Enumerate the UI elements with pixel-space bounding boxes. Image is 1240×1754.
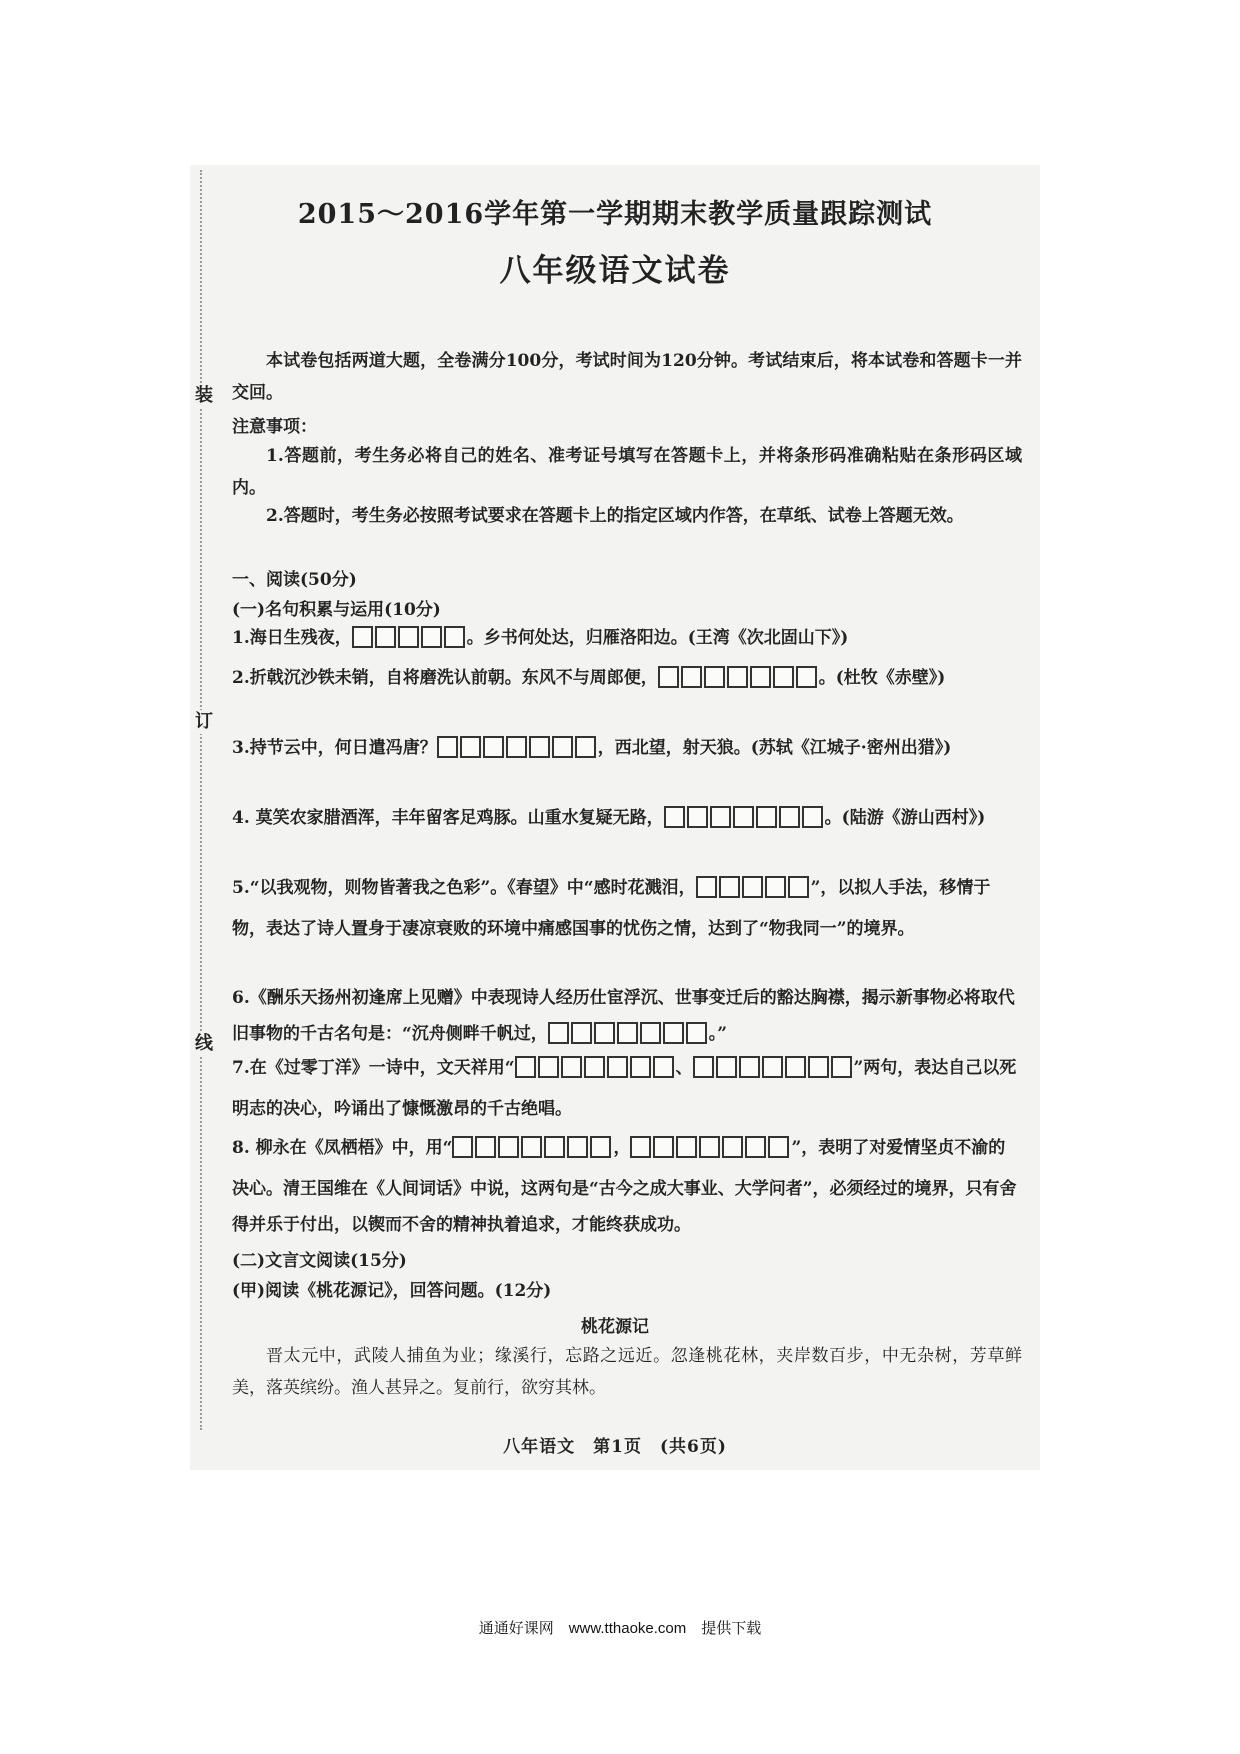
question-7-text-b: ”两句，表达自己以死明志的决心，吟诵出了慷慨激昂的千古绝唱。	[232, 1058, 1017, 1119]
notice-heading: 注意事项：	[232, 417, 317, 437]
question-7-text-a: 7.在《过零丁洋》一诗中，文天祥用“	[232, 1058, 515, 1078]
question-8-text-a: 8. 柳永在《凤栖梧》中，用“	[232, 1138, 453, 1158]
answer-boxes[interactable]	[352, 625, 467, 661]
question-7	[232, 1050, 1022, 1127]
answer-boxes[interactable]	[515, 1055, 676, 1091]
section-one-a-heading: (一)名句积累与运用(10分)	[232, 600, 441, 620]
question-5-text-a: 5.“以我观物，则物皆著我之色彩”。《春望》中“感时花溅泪，	[232, 878, 696, 898]
question-4	[232, 800, 1022, 841]
download-watermark: 通通好课网 www.tthaoke.com 提供下载	[478, 1620, 762, 1637]
question-1-text-b: 。乡书何处达，归雁洛阳边。(王湾《次北固山下》)	[466, 628, 849, 648]
answer-boxes[interactable]	[630, 1135, 791, 1171]
question-5	[232, 870, 1022, 947]
question-2-text-a: 2.折戟沉沙铁未销，自将磨洗认前朝。东风不与周郎便，	[232, 668, 658, 688]
question-8-text-b: ”，表明了对爱情坚贞不渝的决心。清王国维在《人间词话》中说，这两句是“古今之成大事业、大学问者”，必须经过的境界，只有舍得并乐于付出，以锲而不舍的精神执着追求，才能终获成功。	[232, 1138, 1017, 1235]
passage-text: 晋太元中，武陵人捕鱼为业；缘溪行，忘路之远近。忽逢桃花林，夹岸数百步，中无杂树，芳草鲜美，落英缤纷。渔人甚异之。复前行，欲穷其林。	[232, 1346, 1022, 1398]
question-7-separator: 、	[675, 1058, 693, 1078]
answer-boxes[interactable]	[658, 665, 819, 701]
passage-title: 桃花源记	[581, 1317, 649, 1337]
exam-title: 2015～2016学年第一学期期末教学质量跟踪测试	[297, 199, 933, 230]
binding-char-ding: 订	[192, 710, 216, 734]
question-2-text-b: 。(杜牧《赤壁》)	[818, 668, 946, 688]
section-one-heading: 一、阅读(50分)	[232, 570, 357, 590]
question-3-text-a: 3.持节云中，何日遣冯唐？	[232, 738, 437, 758]
answer-boxes[interactable]	[696, 875, 811, 911]
question-3-text-b: ，西北望，射天狼。(苏轼《江城子·密州出猎》)	[597, 738, 952, 758]
page-footer: 八年语文 第1页 (共6页)	[503, 1437, 727, 1457]
notice-item-1: 1.答题前，考生务必将自己的姓名、准考证号填写在答题卡上，并将条形码准确粘贴在条形码区域内。	[232, 446, 1022, 498]
question-8	[232, 1130, 1022, 1243]
answer-boxes[interactable]	[664, 805, 825, 841]
notice-item-2: 2.答题时，考生务必按照考试要求在答题卡上的指定区域内作答，在草纸、试卷上答题无效。	[266, 506, 964, 526]
binding-char-xian: 线	[192, 1032, 216, 1056]
question-5-text-b: ”，以拟人手法，移情于物，表达了诗人置身于凄凉衰败的环境中痛感国事的忧伤之情，达到了“物我同一”的境界。	[232, 878, 991, 939]
answer-boxes[interactable]	[452, 1135, 613, 1171]
question-4-text-a: 4. 莫笑农家腊酒浑，丰年留客足鸡豚。山重水复疑无路，	[232, 808, 664, 828]
binding-dotted-line	[200, 170, 202, 1430]
question-2	[232, 660, 1022, 701]
question-6	[232, 980, 1022, 1057]
exam-intro: 本试卷包括两道大题，全卷满分100分，考试时间为120分钟。考试结束后，将本试卷和答题卡一并交回。	[232, 351, 1022, 403]
answer-boxes[interactable]	[437, 735, 598, 771]
exam-subtitle: 八年级语文试卷	[499, 253, 731, 289]
question-6-text-b: 。”	[708, 1024, 728, 1044]
question-1-text-a: 1.海日生残夜，	[232, 628, 352, 648]
question-3	[232, 730, 1022, 771]
section-one-b-jia-heading: (甲)阅读《桃花源记》，回答问题。(12分)	[232, 1281, 552, 1301]
question-4-text-b: 。(陆游《游山西村》)	[824, 808, 986, 828]
section-one-b-heading: (二)文言文阅读(15分)	[232, 1251, 407, 1271]
question-1	[232, 620, 1022, 661]
binding-char-zhuang: 装	[192, 384, 216, 408]
question-8-separator: ，	[613, 1138, 631, 1158]
answer-boxes[interactable]	[693, 1055, 854, 1091]
question-6-text-a: 6.《酬乐天扬州初逢席上见赠》中表现诗人经历仕宦浮沉、世事变迁后的豁达胸襟，揭示新事物必将取代旧事物的千古名句是：“沉舟侧畔千帆过，	[232, 988, 1015, 1044]
